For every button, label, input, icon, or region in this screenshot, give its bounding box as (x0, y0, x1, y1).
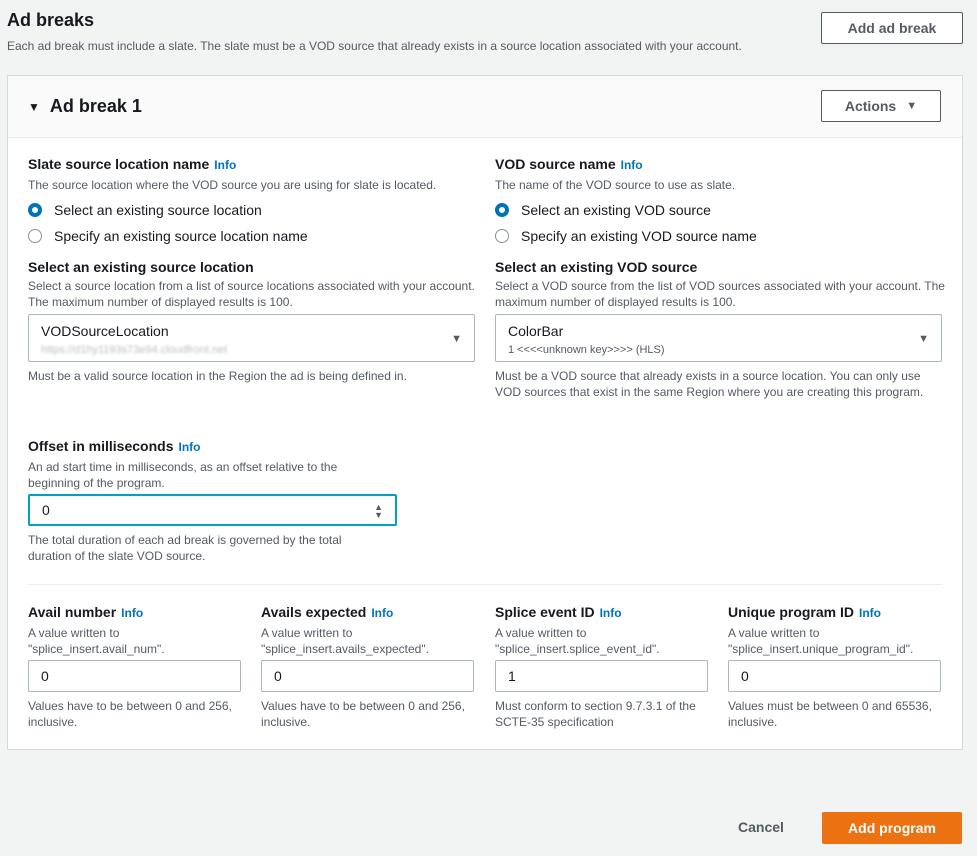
radio-select-existing-location[interactable] (28, 197, 478, 223)
offset-input[interactable] (28, 494, 397, 526)
splice-event-label: Splice event ID (495, 604, 595, 620)
radio-unselected-icon (28, 229, 42, 243)
ad-break-panel (7, 75, 963, 750)
vod-source-hint: The name of the VOD source to use as slate. (495, 178, 736, 192)
radio-specify-vod-name[interactable] (495, 223, 945, 249)
slate-location-hint: The source location where the VOD source you are using for slate is located. (28, 178, 437, 192)
select-vod-hint: Select a VOD source from the list of VOD sources associated with your account. The maximum number of displayed results is 100. (495, 279, 945, 309)
selected-location-url: https://d1hy1193s73e94.cloudfront.net (41, 344, 228, 356)
vod-source-label: VOD source name (495, 156, 616, 172)
offset-field (28, 438, 388, 491)
radio-select-existing-vod[interactable] (495, 197, 945, 223)
caret-down-icon: ▼ (28, 99, 40, 114)
offset-value: 0 (42, 502, 50, 518)
slate-location-field (28, 156, 478, 310)
panel-title: Ad break 1 (49, 96, 142, 116)
splice-event-hint: A value written to "splice_insert.splice_event_id". (495, 626, 660, 656)
vod-constraint-hint: Must be a VOD source that already exists in a source location. You can only use VOD sources that exist in the same Region where you are creating this program. (495, 369, 924, 399)
unique-program-label: Unique program ID (728, 604, 855, 620)
info-link[interactable]: Info (859, 606, 882, 620)
slate-location-label: Slate source location name (28, 156, 210, 172)
source-location-select[interactable] (28, 314, 475, 362)
avail-number-field (28, 604, 243, 657)
selected-vod-value: ColorBar (508, 323, 564, 339)
avails-expected-field (261, 604, 476, 657)
vod-source-field (495, 156, 945, 310)
info-link[interactable]: Info (599, 606, 622, 620)
unique-program-hint: A value written to "splice_insert.unique_program_id". (728, 626, 914, 656)
info-link[interactable]: Info (371, 606, 394, 620)
radio-unselected-icon (495, 229, 509, 243)
radio-label: Select an existing source location (54, 202, 262, 218)
unique-program-input[interactable] (728, 660, 941, 692)
unique-program-field (728, 604, 943, 657)
radio-label: Specify an existing VOD source name (521, 228, 757, 244)
unique-program-value: 0 (741, 668, 749, 684)
select-vod-label: Select an existing VOD source (495, 259, 698, 275)
caret-down-icon: ▼ (918, 333, 929, 345)
actions-dropdown[interactable] (821, 90, 941, 122)
cancel-button[interactable]: Cancel (738, 819, 784, 835)
offset-footer-hint: The total duration of each ad break is governed by the total duration of the slate VOD source. (28, 533, 342, 563)
radio-label: Specify an existing source location name (54, 228, 308, 244)
divider (28, 584, 942, 585)
add-program-button[interactable]: Add program (822, 812, 962, 844)
stepper-icon[interactable]: ▲ ▼ (374, 502, 383, 520)
selected-location-value: VODSourceLocation (41, 323, 169, 339)
select-location-label: Select an existing source location (28, 259, 254, 275)
panel-header (8, 76, 962, 138)
section-description: Each ad break must include a slate. The slate must be a VOD source that already exists in a source location associated with your account. (7, 39, 742, 53)
actions-label: Actions (844, 98, 897, 114)
vod-source-select[interactable] (495, 314, 942, 362)
info-link[interactable]: Info (214, 158, 237, 172)
avail-number-footer: Values have to be between 0 and 256, inclusive. (28, 699, 232, 729)
radio-selected-icon (28, 203, 42, 217)
splice-event-input[interactable] (495, 660, 708, 692)
avail-number-value: 0 (41, 668, 49, 684)
splice-event-footer: Must conform to section 9.7.3.1 of the SCTE-35 specification (495, 699, 696, 729)
avails-expected-footer: Values have to be between 0 and 256, inclusive. (261, 699, 465, 729)
radio-specify-location-name[interactable] (28, 223, 478, 249)
splice-event-field (495, 604, 710, 657)
radio-label: Select an existing VOD source (521, 202, 711, 218)
offset-hint: An ad start time in milliseconds, as an offset relative to the beginning of the program. (28, 460, 338, 490)
location-constraint-hint: Must be a valid source location in the Region the ad is being defined in. (28, 369, 407, 383)
avail-number-input[interactable] (28, 660, 241, 692)
panel-toggle[interactable] (28, 96, 142, 117)
splice-event-value: 1 (508, 668, 516, 684)
unique-program-footer: Values must be between 0 and 65536, inclusive. (728, 699, 932, 729)
add-ad-break-button[interactable]: Add ad break (821, 12, 963, 44)
info-link[interactable]: Info (121, 606, 144, 620)
avail-number-hint: A value written to "splice_insert.avail_num". (28, 626, 165, 656)
caret-down-icon: ▼ (906, 100, 918, 112)
radio-selected-icon (495, 203, 509, 217)
avail-number-label: Avail number (28, 604, 117, 620)
selected-vod-sub: 1 <<<<unknown key>>>> (HLS) (508, 344, 665, 356)
info-link[interactable]: Info (178, 440, 201, 454)
offset-label: Offset in milliseconds (28, 438, 174, 454)
avails-expected-input[interactable] (261, 660, 474, 692)
info-link[interactable]: Info (620, 158, 643, 172)
section-title: Ad breaks (7, 10, 95, 30)
avails-expected-value: 0 (274, 668, 282, 684)
select-location-hint: Select a source location from a list of source locations associated with your account. The maximum number of displayed results is 100. (28, 279, 475, 309)
caret-down-icon: ▼ (451, 333, 462, 345)
avails-expected-hint: A value written to "splice_insert.avails_expected". (261, 626, 429, 656)
avails-expected-label: Avails expected (261, 604, 367, 620)
